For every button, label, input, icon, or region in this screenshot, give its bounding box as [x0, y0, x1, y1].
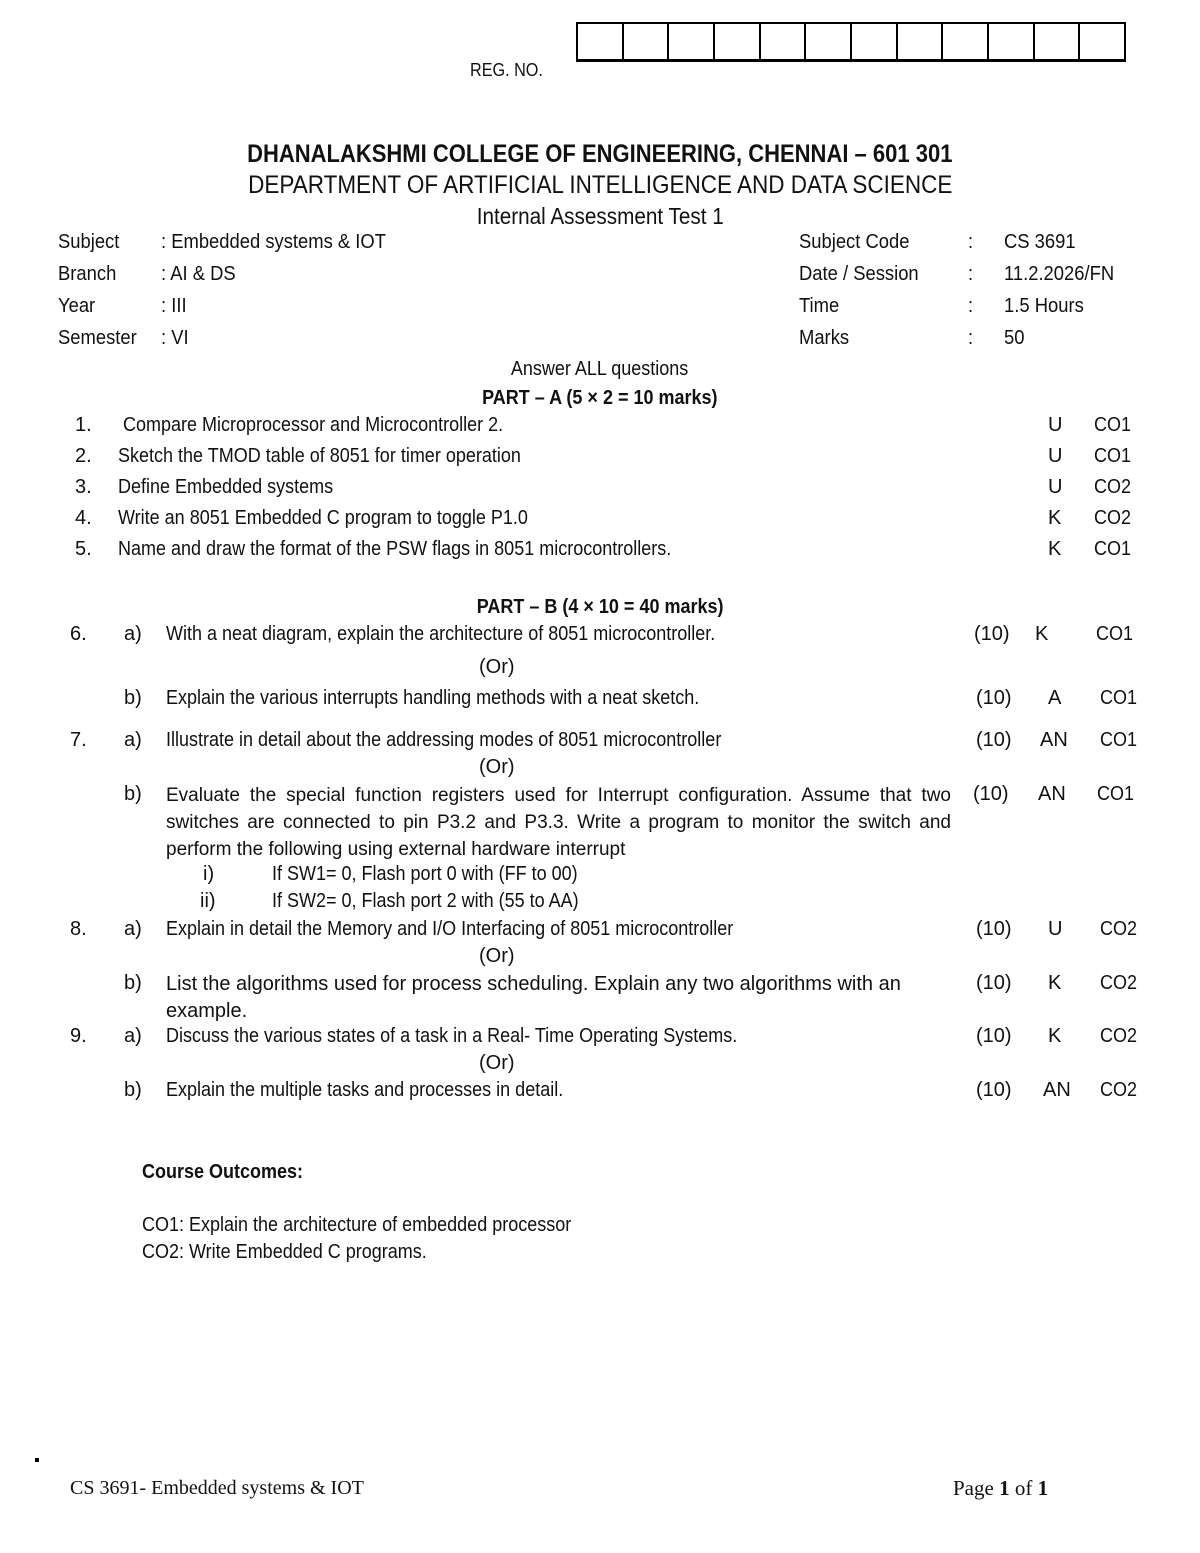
reg-no-boxes	[576, 22, 1126, 62]
question-marks: (10)	[974, 623, 1010, 645]
question-text: Illustrate in detail about the addressing modes of 8051 microcontroller	[166, 729, 722, 751]
question-co: CO2	[1100, 1079, 1138, 1101]
question-marks: (10)	[976, 918, 1012, 940]
question-marks: (10)	[976, 687, 1012, 709]
department-name: DEPARTMENT OF ARTIFICIAL INTELLIGENCE AND DATA SCIENCE	[247, 171, 953, 199]
question-text: Write an 8051 Embedded C program to toggle P1.0	[118, 507, 528, 529]
semester-value: : VI	[161, 327, 189, 349]
course-outcomes-heading: Course Outcomes:	[142, 1161, 304, 1183]
question-co: CO1	[1094, 414, 1132, 436]
question-level: K	[1048, 538, 1062, 560]
question-co: CO2	[1094, 476, 1132, 498]
subject-code-label: Subject Code	[799, 231, 910, 253]
or-separator: (Or)	[479, 1052, 515, 1074]
question-text: Name and draw the format of the PSW flags in 8051 microcontrollers.	[118, 538, 672, 560]
course-outcome-item: CO1: Explain the architecture of embedded processor	[142, 1214, 572, 1236]
question-co: CO1	[1096, 623, 1134, 645]
question-text: With a neat diagram, explain the architecture of 8051 microcontroller.	[166, 623, 716, 645]
question-marks: (10)	[976, 1079, 1012, 1101]
question-number: 7.	[70, 729, 87, 751]
colon: :	[968, 231, 974, 253]
question-number: 1.	[75, 414, 92, 436]
branch-value: : AI & DS	[161, 263, 236, 285]
sub-label: a)	[124, 1025, 142, 1047]
question-number: 8.	[70, 918, 87, 940]
sub-label: b)	[124, 1079, 142, 1101]
question-co: CO2	[1094, 507, 1132, 529]
subject-label: Subject	[58, 231, 120, 253]
course-outcome-item: CO2: Write Embedded C programs.	[142, 1241, 427, 1263]
question-co: CO1	[1100, 729, 1138, 751]
part-b-heading: PART – B (4 × 10 = 40 marks)	[476, 596, 724, 618]
sub-sub-label: i)	[203, 863, 215, 885]
subject-code-value: CS 3691	[1004, 231, 1076, 253]
reg-no-box	[715, 24, 761, 59]
reg-no-box	[852, 24, 898, 59]
question-co: CO2	[1100, 972, 1138, 994]
question-marks: (10)	[976, 1025, 1012, 1047]
subject-value: : Embedded systems & IOT	[161, 231, 386, 253]
marks-label: Marks	[799, 327, 850, 349]
date-session-value: 11.2.2026/FN	[1004, 263, 1115, 285]
instructions: Answer ALL questions	[511, 358, 689, 380]
time-label: Time	[799, 295, 840, 317]
question-level: U	[1048, 414, 1063, 436]
question-number: 3.	[75, 476, 92, 498]
footer-page-number: Page 1 of 1	[953, 1476, 1049, 1500]
question-text: Evaluate the special function registers used for Interrupt configuration. Assume that two switches are connected to pin P3.2 and P3.3. Write a program to monitor the switch and perform the following using external hardware interrupt	[166, 785, 951, 860]
reg-no-box	[806, 24, 852, 59]
time-value: 1.5 Hours	[1004, 295, 1084, 317]
sub-label: b)	[124, 687, 142, 709]
footer-course: CS 3691- Embedded systems & IOT	[70, 1477, 364, 1499]
colon: :	[968, 295, 974, 317]
or-separator: (Or)	[479, 656, 515, 678]
question-level: AN	[1043, 1079, 1071, 1101]
test-title: Internal Assessment Test 1	[476, 203, 724, 229]
sub-label: b)	[124, 783, 142, 805]
marks-value: 50	[1004, 327, 1025, 349]
question-co: CO1	[1100, 687, 1138, 709]
branch-label: Branch	[58, 263, 117, 285]
question-marks: (10)	[973, 783, 1009, 805]
question-text: Explain the multiple tasks and processes in detail.	[166, 1079, 564, 1101]
question-level: K	[1048, 1025, 1062, 1047]
question-co: CO1	[1097, 783, 1135, 805]
question-level: U	[1048, 476, 1063, 498]
question-text: List the algorithms used for process scheduling. Explain any two algorithms with an example.	[166, 973, 901, 1022]
or-separator: (Or)	[479, 945, 515, 967]
question-co: CO2	[1100, 918, 1138, 940]
sub-label: a)	[124, 918, 142, 940]
question-level: U	[1048, 918, 1063, 940]
date-session-label: Date / Session	[799, 263, 919, 285]
reg-no-box	[761, 24, 807, 59]
question-level: K	[1035, 623, 1049, 645]
question-co: CO1	[1094, 445, 1132, 467]
question-level: K	[1048, 972, 1062, 994]
question-level: U	[1048, 445, 1063, 467]
question-level: K	[1048, 507, 1062, 529]
question-number: 2.	[75, 445, 92, 467]
question-number: 5.	[75, 538, 92, 560]
bullet-mark	[35, 1458, 39, 1462]
sub-label: b)	[124, 972, 142, 994]
sub-label: a)	[124, 729, 142, 751]
reg-no-box	[624, 24, 670, 59]
question-number: 6.	[70, 623, 87, 645]
reg-no-box	[898, 24, 944, 59]
question-number: 4.	[75, 507, 92, 529]
question-text: Compare Microprocessor and Microcontroller 2.	[123, 414, 504, 436]
semester-label: Semester	[58, 327, 137, 349]
reg-no-box	[989, 24, 1035, 59]
reg-no-box	[578, 24, 624, 59]
question-level: A	[1048, 687, 1062, 709]
question-text: Discuss the various states of a task in a Real- Time Operating Systems.	[166, 1025, 738, 1047]
question-number: 9.	[70, 1025, 87, 1047]
reg-no-label: REG. NO.	[470, 60, 543, 80]
sub-label: a)	[124, 623, 142, 645]
reg-no-box	[1080, 24, 1124, 59]
question-text: Sketch the TMOD table of 8051 for timer operation	[118, 445, 521, 467]
question-level: AN	[1038, 783, 1066, 805]
question-marks: (10)	[976, 729, 1012, 751]
year-label: Year	[58, 295, 96, 317]
college-name: DHANALAKSHMI COLLEGE OF ENGINEERING, CHENNAI – 601 301	[247, 140, 953, 168]
question-text: Define Embedded systems	[118, 476, 334, 498]
sub-question-text: If SW1= 0, Flash port 0 with (FF to 00)	[272, 863, 578, 885]
sub-sub-label: ii)	[200, 890, 216, 912]
question-marks: (10)	[976, 972, 1012, 994]
or-separator: (Or)	[479, 756, 515, 778]
year-value: : III	[161, 295, 187, 317]
sub-question-text: If SW2= 0, Flash port 2 with (55 to AA)	[272, 890, 579, 912]
question-text: Explain in detail the Memory and I/O Interfacing of 8051 microcontroller	[166, 918, 734, 940]
question-co: CO2	[1100, 1025, 1138, 1047]
colon: :	[968, 327, 974, 349]
question-co: CO1	[1094, 538, 1132, 560]
reg-no-box	[1035, 24, 1081, 59]
question-level: AN	[1040, 729, 1068, 751]
colon: :	[968, 263, 974, 285]
reg-no-box	[669, 24, 715, 59]
part-a-heading: PART – A (5 × 2 = 10 marks)	[482, 387, 718, 409]
question-text: Explain the various interrupts handling methods with a neat sketch.	[166, 687, 700, 709]
reg-no-box	[943, 24, 989, 59]
